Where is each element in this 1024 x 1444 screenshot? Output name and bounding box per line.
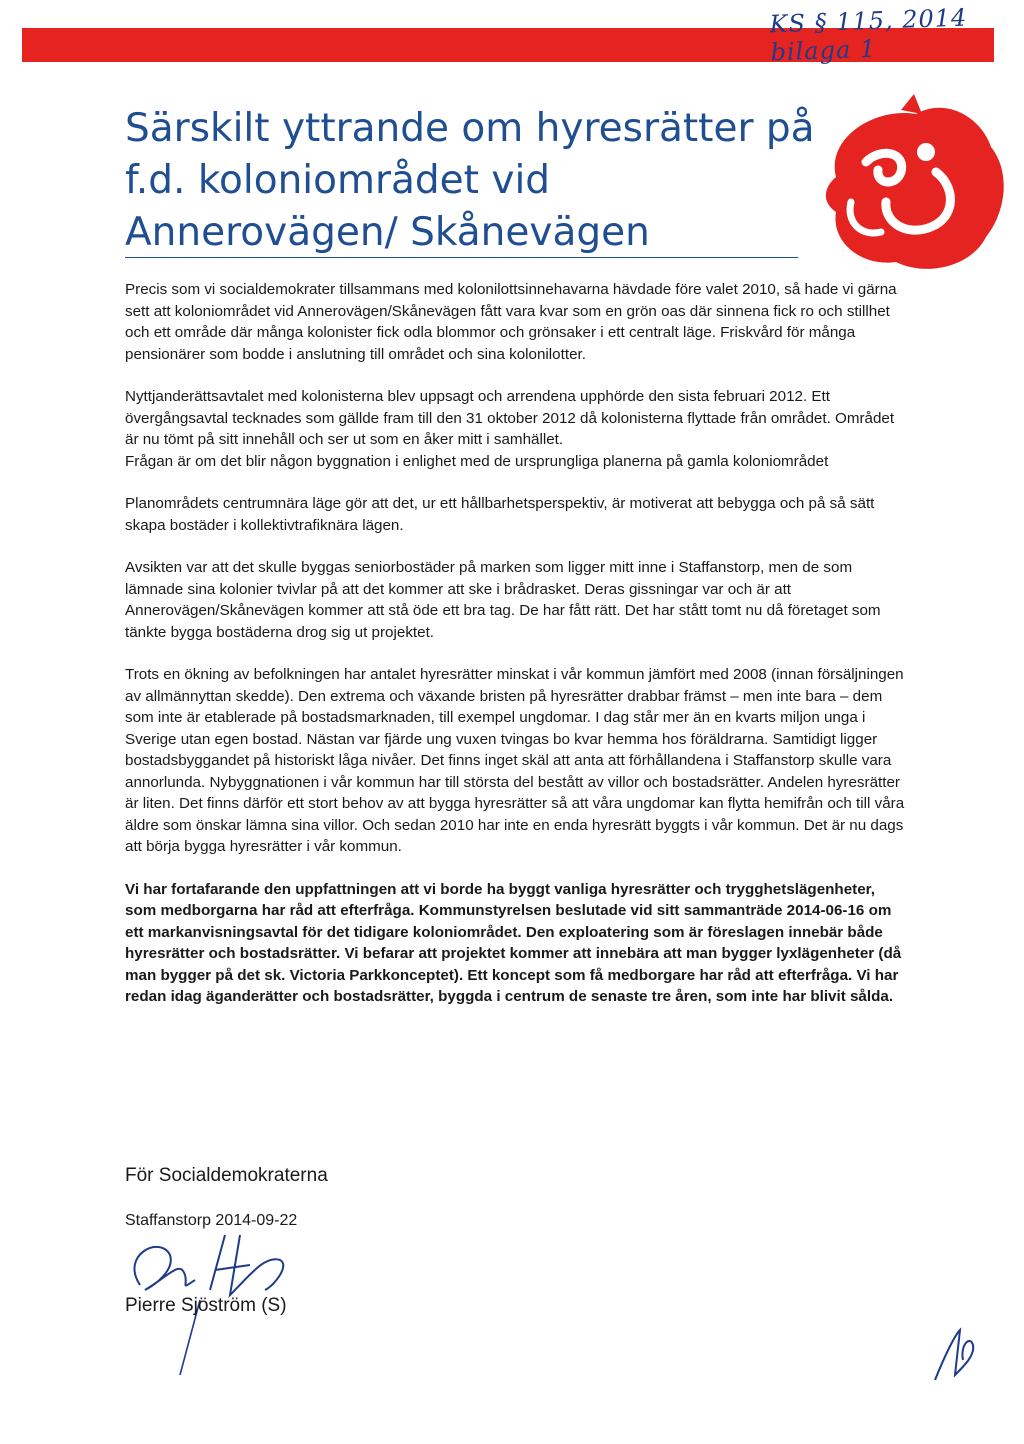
title-divider [125,257,798,258]
paragraph: Avsikten var att det skulle byggas seniorbostäder på marken som ligger mitt inne i Staffanstorp, men de som lämnade sina kolonier tvivlar på att det kommer att ske i brådrasket. Deras gissningar var och är att Annerovägen/Skånevägen kommer att stå öde ett bra tag. De har fått rätt. Det har stått tomt nu då företaget som tänkte bygga bostäderna drog sig ut projektet. [125,559,881,641]
paragraph: Planområdets centrumnära läge gör att det, ur ett hållbarhetsperspektiv, är motiverat att bebygga och på så sätt skapa bostäder i kollektivtrafiknära lägen. [125,495,875,534]
rose-logo-icon [806,92,1014,282]
paragraph: Nyttjanderättsavtalet med kolonisterna blev uppsagt och arrendena upphörde den sista februari 2012. Ett övergångsavtal tecknades som gällde fram till den 31 oktober 2012 då kolonisterna flyttade från området. Området är nu tömt på sitt innehåll och ser ut som en åker mitt i samhället. [125,388,895,448]
initials-icon [925,1325,985,1385]
paragraph-bold: Vi har fortafarande den uppfattningen att vi borde ha byggt vanliga hyresrätter och trygghetslägenheter, som medborgarna har råd att efterfråga. Kommunstyrelsen beslutade vid sitt sammanträde 2014-06-16 om ett markanvisningsavtal för det tidigare koloniområdet. Den exploatering som är föreslagen innebär både hyresrätter och bostadsrätter. Vi befarar att projektet kommer att innebära att man bygger lyxlägenheter (då man bygger på det sk. Victoria Parkkonceptet). Ett koncept som få medborgare har råd att efterfråga. Vi har redan idag äganderätter och bostadsrätter, byggda i centrum de senaste tre åren, som inte har blivit sålda. [125,880,902,1005]
paragraph: Frågan är om det blir någon byggnation i enlighet med de ursprungliga planerna på gamla koloniområdet [125,452,829,470]
document-title: Särskilt yttrande om hyresrätter på f.d. koloniområdet vid Annerovägen/ Skånevägen [125,106,815,255]
paragraph: Trots en ökning av befolkningen har antalet hyresrätter minskat i vår kommun jämfört med 2008 (innan försäljningen av allmännyttan skedde). Den extrema och växande bristen på hyresrätter drabbar främst – men inte bara – dem som inte är etablerade på bostadsmarknaden, till exempel ungdomar. I dag står mer än en kvarts miljon unga i Sverige utan egen bostad. Nästan var fjärde ung vuxen tvingas bo kvar hemma hos föräldrarna. Samtidigt ligger bostadsbyggandet på historiskt låga nivåer. Det finns inget skäl att anta att förhållandena i Staffanstorp skulle vara annorlunda. Nybyggnationen i vår kommun har till största del bestått av villor och bostadsrätter. Andelen hyresrätter är liten. Det finns därför ett stort behov av att bygga hyresrätter så att våra ungdomar kan flytta hemifrån och till våra äldre som önskar lämna sina villor. Och sedan 2010 har inte en enda hyresrätt byggts i vår kommun. Det är nu dags att börja bygga hyresrätter i vår kommun. [125,666,905,855]
place-date: Staffanstorp 2014-09-22 [125,1212,298,1229]
paragraph: Precis som vi socialdemokrater tillsammans med kolonilottsinnehavarna hävdade före valet 2010, så hade vi gärna sett att koloniområdet vid Annerovägen/Skånevägen fått vara kvar som en grön oas där sinnena fick ro och stillhet och ett område där många kolonister fick odla blommor och grönsaker i ett centralt läge. Friskvård för många pensionärer som bodde i anslutning till området och sina kolonilotter. [125,281,897,363]
handwritten-note: KS § 115, 2014 bilaga 1 [769,3,968,67]
document-body [125,279,905,1029]
signer-name: Pierre Sjöström (S) [125,1295,287,1316]
closing-party: För Socialdemokraterna [125,1165,328,1186]
